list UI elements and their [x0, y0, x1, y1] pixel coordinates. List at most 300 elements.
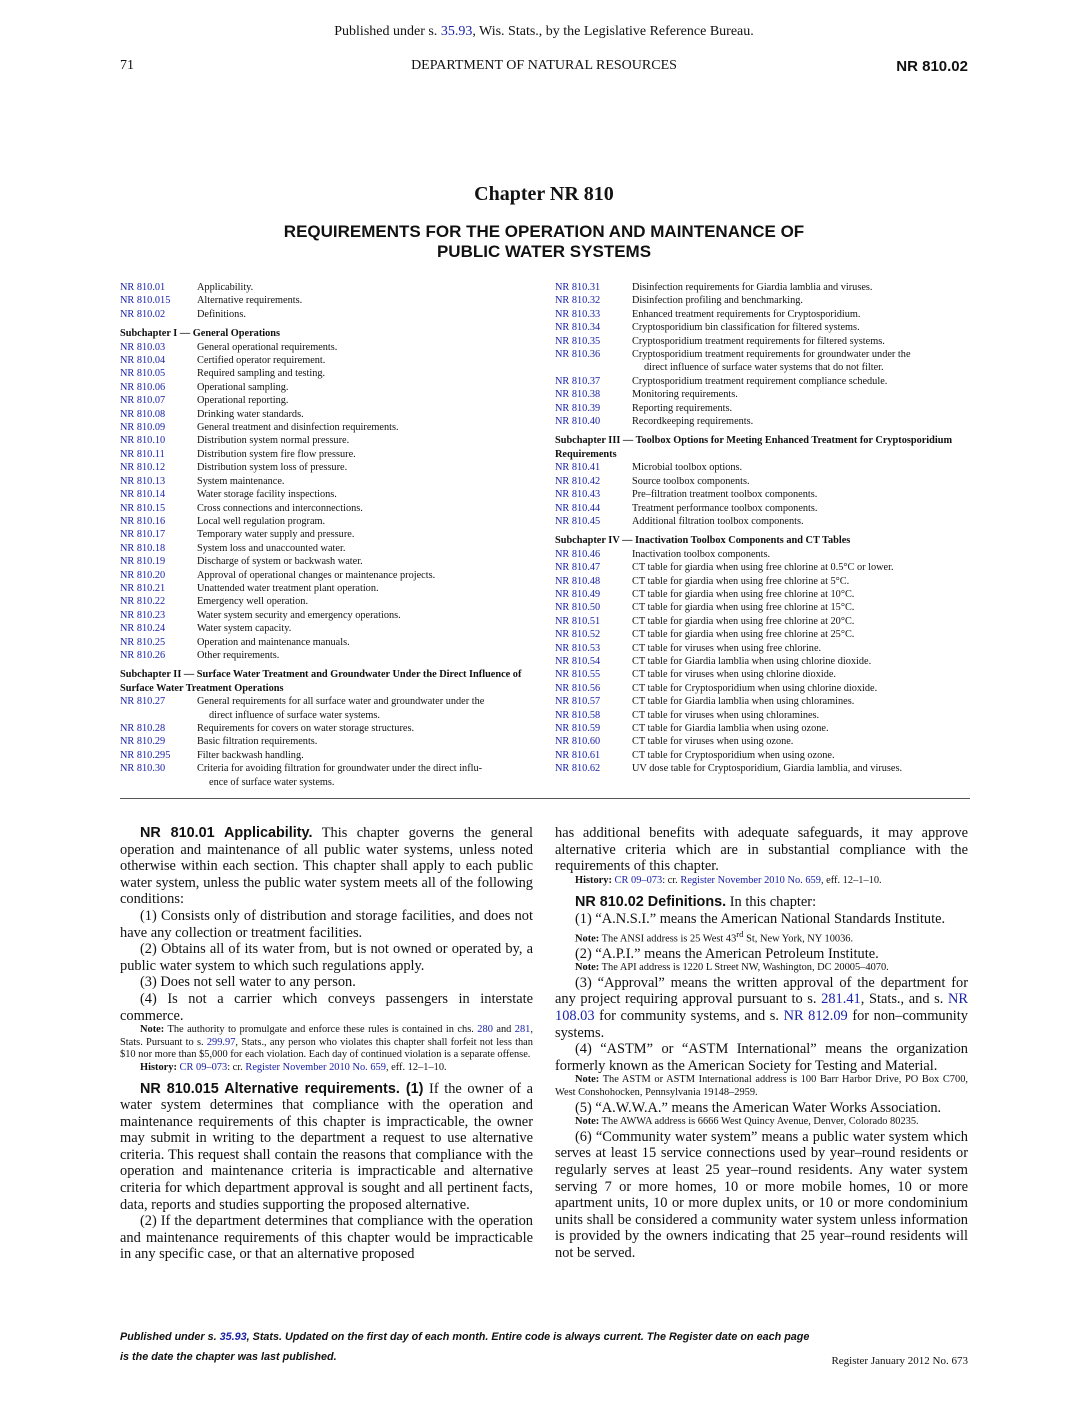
- toc-section-link[interactable]: NR 810.40: [555, 416, 601, 428]
- toc-section-title: [632, 722, 970, 735]
- toc-entry: [120, 502, 535, 515]
- footer-statute-link[interactable]: 35.93: [219, 1331, 247, 1343]
- toc-section-title: [632, 628, 970, 641]
- toc-title-line: Operational reporting.: [197, 395, 289, 407]
- toc-title-line: CT table for Giardia lamblia when using ozone.: [632, 723, 829, 734]
- history-label: History:: [575, 874, 612, 886]
- definition-text: for community systems, and s.: [599, 1008, 779, 1024]
- toc-section-title: [197, 367, 535, 380]
- toc-title-line: CT table for giardia when using free chlorine at 0.5°C or lower.: [632, 562, 894, 574]
- toc-section-title: [632, 348, 970, 375]
- toc-entry: [555, 668, 970, 681]
- toc-entry: [555, 709, 970, 722]
- toc-right-column: [555, 281, 970, 776]
- cr-link[interactable]: CR 09–073: [614, 874, 663, 886]
- toc-section-link[interactable]: NR 810.12: [120, 462, 166, 474]
- chapter-subtitle: [0, 222, 1088, 262]
- toc-entry: [120, 488, 535, 501]
- toc-section-title: [632, 475, 970, 488]
- toc-section-link[interactable]: NR 810.19: [120, 556, 166, 568]
- note: [555, 928, 968, 946]
- toc-section-title: [197, 735, 535, 748]
- toc-section-link[interactable]: NR 810.38: [555, 389, 601, 401]
- note: [120, 1024, 533, 1062]
- definition-1: (1) “A.N.S.I.” means the American National Standards Institute.: [575, 910, 946, 927]
- toc-section-title: [197, 502, 535, 515]
- toc-section-link[interactable]: NR 810.36: [555, 349, 601, 361]
- toc-section-title: [197, 569, 535, 582]
- toc-title-line: CT table for giardia when using free chlorine at 10°C.: [632, 588, 855, 600]
- toc-entry: [120, 722, 535, 735]
- toc-entry: [555, 722, 970, 735]
- section-heading: NR 810.015 Alternative requirements. (1): [140, 1080, 424, 1097]
- publication-text: Published under s.: [334, 24, 438, 39]
- toc-section-link[interactable]: NR 810.59: [555, 723, 601, 734]
- note-label: Note:: [140, 1024, 165, 1036]
- department-header: DEPARTMENT OF NATURAL RESOURCES: [411, 58, 677, 73]
- section-heading: NR 810.01 Applicability.: [140, 825, 313, 841]
- statute-281-41-link[interactable]: 281.41: [821, 991, 861, 1008]
- toc-entry: [555, 762, 970, 775]
- toc-title-line: Operational sampling.: [197, 381, 289, 393]
- toc-section-title: [197, 762, 535, 789]
- toc-title-line: Treatment performance toolbox components.: [632, 502, 818, 514]
- toc-entry: [120, 735, 535, 748]
- toc-section-title: [632, 642, 970, 655]
- toc-section-title: [197, 609, 535, 622]
- note-text: The authority to promulgate and enforce these rules is contained in chs.: [167, 1024, 474, 1036]
- nr-812-09-link[interactable]: NR 812.09: [783, 1008, 848, 1024]
- toc-entry: [555, 749, 970, 762]
- footer-text: Published under s.: [120, 1331, 217, 1343]
- history-label: History:: [140, 1061, 177, 1073]
- toc-section-link[interactable]: NR 810.45: [555, 515, 601, 527]
- toc-title-line: Pre–filtration treatment toolbox components.: [632, 489, 818, 501]
- toc-entry: [555, 515, 970, 528]
- publication-line: [0, 24, 1088, 40]
- toc-section-link[interactable]: NR 810.61: [555, 749, 601, 761]
- toc-title-line: CT table for viruses when using free chlorine.: [632, 642, 822, 654]
- toc-entry: [120, 528, 535, 541]
- toc-title-line: CT table for viruses when using chloramines.: [632, 709, 820, 721]
- toc-section-link[interactable]: NR 810.58: [555, 709, 601, 721]
- toc-title-line: UV dose table for Cryptosporidium, Giardia lamblia, and viruses.: [632, 763, 903, 775]
- toc-section-link[interactable]: NR 810.25: [120, 636, 166, 648]
- toc-entry: [120, 622, 535, 635]
- note-text: and: [496, 1024, 512, 1036]
- toc-title-line: Approval of operational changes or maintenance projects.: [197, 569, 436, 581]
- toc-section-title: [197, 622, 535, 635]
- toc-section-link[interactable]: NR 810.015: [120, 295, 171, 307]
- toc-title-line: Required sampling and testing.: [197, 368, 326, 380]
- toc-entry: [120, 475, 535, 488]
- toc-section-title: [632, 502, 970, 515]
- toc-entry: [120, 649, 535, 662]
- toc-section-title: [632, 601, 970, 614]
- toc-entry: [120, 294, 535, 307]
- toc-title-line: System loss and unaccounted water.: [197, 542, 346, 554]
- toc-title-line: CT table for Cryptosporidium when using chlorine dioxide.: [632, 682, 878, 694]
- toc-title-line: Cryptosporidium treatment requirement compliance schedule.: [632, 375, 888, 387]
- condition-1: (1) Consists only of distribution and storage facilities, and does not have any collection or treatment facilities.: [120, 907, 533, 941]
- toc-section-link[interactable]: NR 810.24: [120, 623, 166, 635]
- toc-section-link[interactable]: NR 810.04: [120, 355, 166, 367]
- toc-section-title: [197, 461, 535, 474]
- toc-title-line-continued: ence of surface water systems.: [209, 776, 335, 788]
- toc-section-link[interactable]: NR 810.21: [120, 582, 166, 594]
- note-label: Note:: [575, 1074, 600, 1086]
- toc-title-line: Disinfection profiling and benchmarking.: [632, 295, 803, 307]
- nr-108-03-link[interactable]: NR 108.03: [555, 991, 968, 1024]
- toc-entry: [120, 354, 535, 367]
- toc-title-line: Additional filtration toolbox components.: [632, 515, 804, 527]
- toc-section-title: [197, 294, 535, 307]
- toc-entry: [555, 294, 970, 307]
- note: [555, 962, 968, 975]
- toc-section-link[interactable]: NR 810.62: [555, 763, 601, 775]
- page-number: 71: [120, 58, 134, 73]
- toc-section-link[interactable]: NR 810.29: [120, 736, 166, 748]
- toc-section-link[interactable]: NR 810.43: [555, 489, 601, 501]
- note-text: The ANSI address is 25 West 43: [601, 933, 737, 945]
- toc-entry: [555, 548, 970, 561]
- toc-title-line: Recordkeeping requirements.: [632, 416, 754, 428]
- condition-2: (2) Obtains all of its water from, but is not owned or operated by, a public water system to which such regulations apply.: [120, 941, 533, 974]
- toc-entry: [120, 762, 535, 789]
- toc-title-line: Filter backwash handling.: [197, 749, 304, 761]
- chapter-280-link[interactable]: 280: [477, 1024, 493, 1036]
- toc-title-line: CT table for viruses when using ozone.: [632, 736, 794, 748]
- body-left-column: [120, 825, 533, 1263]
- toc-section-title: [197, 308, 535, 321]
- toc-section-title: [632, 415, 970, 428]
- toc-entry: [555, 588, 970, 601]
- chapter-title: Chapter NR 810: [474, 183, 614, 205]
- toc-section-link[interactable]: NR 810.22: [120, 596, 166, 608]
- toc-section-title: [197, 475, 535, 488]
- toc-title-line: Enhanced treatment requirements for Cryptosporidium.: [632, 308, 861, 320]
- toc-entry: [555, 488, 970, 501]
- history-note: [120, 1062, 533, 1075]
- condition-4: (4) Is not a carrier which conveys passengers in interstate commerce.: [120, 990, 533, 1024]
- toc-section-link[interactable]: NR 810.50: [555, 602, 601, 614]
- toc-section-link[interactable]: NR 810.20: [120, 569, 166, 581]
- toc-entry: [555, 642, 970, 655]
- toc-entry: [120, 421, 535, 434]
- section-text: If the owner of a water system determines that compliance with the operation and maintenance requirements of this chapter is impracticable, the owner may submit in writing to the department a request to use alternative criteria. This request shall contain the reasons that compliance with the operation and maintenance criteria is impracticable and alternative criteria for which department approval is sought and all pertinent facts, data, reports and studies supporting the proposed alternative.: [120, 1080, 533, 1213]
- definition-text: , Stats., and s.: [860, 991, 944, 1008]
- toc-title-line: Distribution system fire flow pressure.: [197, 448, 356, 460]
- toc-section-link[interactable]: NR 810.46: [555, 548, 601, 560]
- toc-title-line-continued: direct influence of surface water systems.: [209, 709, 380, 721]
- toc-section-link[interactable]: NR 810.44: [555, 502, 601, 514]
- definition-2: (2) “A.P.I.” means the American Petroleum Institute.: [575, 945, 879, 962]
- section-text: In this chapter:: [729, 894, 817, 911]
- toc-section-link[interactable]: NR 810.02: [120, 308, 166, 320]
- toc-section-link[interactable]: NR 810.55: [555, 669, 601, 681]
- toc-section-link[interactable]: NR 810.06: [120, 381, 166, 393]
- toc-title-line: CT table for giardia when using free chlorine at 15°C.: [632, 602, 855, 614]
- toc-section-title: [632, 735, 970, 748]
- toc-entry: [555, 601, 970, 614]
- history-note: [555, 875, 968, 888]
- toc-section-title: [197, 421, 535, 434]
- toc-section-link[interactable]: NR 810.37: [555, 375, 601, 387]
- toc-section-link[interactable]: NR 810.01: [120, 282, 166, 293]
- toc-section-link[interactable]: NR 810.295: [120, 749, 171, 761]
- toc-entry: [555, 628, 970, 641]
- toc-entry: [555, 475, 970, 488]
- toc-section-title: [632, 561, 970, 574]
- toc-title-line: CT table for Giardia lamblia when using chloramines.: [632, 696, 855, 708]
- toc-section-title: [197, 649, 535, 662]
- toc-left-column: [120, 281, 535, 789]
- toc-title-line: CT table for viruses when using chlorine dioxide.: [632, 669, 836, 681]
- toc-section-title: [632, 762, 970, 775]
- toc-section-title: [197, 582, 535, 595]
- chapter-281-link[interactable]: 281: [514, 1024, 531, 1036]
- toc-title-line-continued: direct influence of surface water systems that do not filter.: [644, 362, 884, 374]
- toc-title-line: Definitions.: [197, 308, 246, 320]
- toc-section-link[interactable]: NR 810.48: [555, 575, 601, 587]
- toc-entry: [120, 636, 535, 649]
- toc-section-link[interactable]: NR 810.16: [120, 515, 166, 527]
- toc-entry: [555, 615, 970, 628]
- toc-entry: [120, 448, 535, 461]
- toc-title-line: System maintenance.: [197, 475, 285, 487]
- definition-5: (5) “A.W.W.A.” means the American Water Works Association.: [575, 1099, 942, 1116]
- note-superscript: rd: [736, 928, 744, 939]
- toc-title-line: Requirements for covers on water storage structures.: [197, 723, 415, 734]
- toc-entry: [120, 434, 535, 447]
- toc-title-line: Water system capacity.: [197, 623, 292, 635]
- footer-text: , Stats. Updated on the first day of each month. Entire code is always current. The Register date on each page: [246, 1331, 810, 1343]
- toc-subchapter-heading: Subchapter IV — Inactivation Toolbox Components and CT Tables: [555, 535, 851, 547]
- toc-entry: [555, 348, 970, 375]
- note-text: , Stats. Pursuant to s.: [120, 1024, 533, 1048]
- toc-title-line: CT table for giardia when using free chlorine at 20°C.: [632, 615, 855, 627]
- register-date: Register January 2012 No. 673: [831, 1355, 968, 1367]
- toc-entry: [120, 749, 535, 762]
- toc-section-title: [632, 682, 970, 695]
- toc-section-title: [197, 394, 535, 407]
- toc-section-link[interactable]: NR 810.31: [555, 282, 601, 293]
- note-text: The API address is 1220 L Street NW, Washington, DC 20005–4070.: [601, 962, 889, 974]
- toc-section-title: [632, 294, 970, 307]
- toc-entry: [555, 335, 970, 348]
- toc-section-link[interactable]: NR 810.35: [555, 335, 601, 347]
- toc-section-link[interactable]: NR 810.32: [555, 295, 601, 307]
- toc-entry: [120, 341, 535, 354]
- toc-section-title: [197, 354, 535, 367]
- toc-entry: [120, 555, 535, 568]
- definition-text: for non–community systems.: [555, 1008, 969, 1041]
- cr-link[interactable]: CR 09–073: [179, 1061, 228, 1073]
- toc-section-title: [632, 375, 970, 388]
- toc-section-title: [632, 461, 970, 474]
- section-810-015: [120, 1081, 533, 1214]
- toc-section-link[interactable]: NR 810.27: [120, 696, 166, 708]
- toc-entry: [555, 682, 970, 695]
- toc-section-link[interactable]: NR 810.03: [120, 341, 166, 353]
- toc-section-title: [197, 595, 535, 608]
- toc-entry: [555, 655, 970, 668]
- toc-section-link[interactable]: NR 810.33: [555, 308, 601, 320]
- definition-6: (6) “Community water system” means a public water system which serves at least 15 service connections used by year–round residents or regularly serves at least 25 year–round residents. Any water system serving 7 or more homes, 10 or more mobile homes, 10 or more apartment units, 10 or more duplex units, or 10 or more condominium units shall be considered a community water system unless information is provided by the owners indicating that 25 year–round residents will not be served.: [555, 1128, 968, 1261]
- toc-section-link[interactable]: NR 810.30: [120, 763, 166, 775]
- footer-line-2: is the date the chapter was last published.: [120, 1351, 337, 1363]
- toc-section-title: [632, 668, 970, 681]
- history-text: : cr.: [662, 874, 678, 886]
- toc-section-link[interactable]: NR 810.49: [555, 588, 601, 600]
- toc-section-link[interactable]: NR 810.52: [555, 629, 601, 641]
- toc-section-title: [632, 709, 970, 722]
- toc-section-title: [197, 488, 535, 501]
- toc-title-line: Operation and maintenance manuals.: [197, 636, 350, 648]
- toc-section-link[interactable]: NR 810.09: [120, 422, 166, 434]
- continued-text: has additional benefits with adequate safeguards, it may approve alternative criteria which are in substantial compliance with the requirements of this chapter.: [555, 825, 968, 875]
- toc-section-title: [197, 722, 535, 735]
- toc-section-title: [632, 335, 970, 348]
- toc-section-link[interactable]: NR 810.28: [120, 723, 166, 734]
- section-heading: NR 810.02 Definitions.: [575, 894, 727, 911]
- toc-section-link[interactable]: NR 810.34: [555, 322, 601, 334]
- toc-section-link[interactable]: NR 810.10: [120, 435, 166, 447]
- toc-entry: [555, 695, 970, 708]
- toc-entry: [555, 561, 970, 574]
- toc-section-link[interactable]: NR 810.47: [555, 562, 601, 574]
- toc-title-line: Microbial toolbox options.: [632, 462, 743, 474]
- toc-section-title: [632, 588, 970, 601]
- toc-section-title: [632, 388, 970, 401]
- publication-text-end: , Wis. Stats., by the Legislative Reference Bureau.: [472, 24, 754, 39]
- note-label: Note:: [575, 933, 600, 945]
- toc-title-line: General operational requirements.: [197, 341, 338, 353]
- toc-section-link[interactable]: NR 810.05: [120, 368, 166, 380]
- toc-section-title: [197, 434, 535, 447]
- toc-entry: [555, 375, 970, 388]
- toc-title-line: CT table for giardia when using free chlorine at 25°C.: [632, 629, 855, 641]
- toc-subchapter-heading: Subchapter III — Toolbox Options for Meeting Enhanced Treatment for Cryptosporidium Requirements: [555, 435, 953, 460]
- toc-section-title: [632, 615, 970, 628]
- note-text: The ASTM or ASTM International address is 100 Barr Harbor Drive, PO Box C700, West Conshohocken, Pennsylvania 19148–2959.: [555, 1074, 968, 1098]
- toc-section-link[interactable]: NR 810.26: [120, 649, 166, 661]
- section-text: This chapter governs the general operation and maintenance of all public water systems, unless noted otherwise within each section. This chapter shall apply to each public water system, unless the public water system meets all of the following conditions:: [120, 825, 534, 908]
- toc-title-line: CT table for Cryptosporidium when using ozone.: [632, 749, 835, 761]
- chapter-subtitle-line-2: PUBLIC WATER SYSTEMS: [436, 242, 652, 261]
- toc-section-link[interactable]: NR 810.15: [120, 502, 166, 514]
- toc-title-line: Cross connections and interconnections.: [197, 502, 363, 514]
- note-text: The AWWA address is 6666 West Quincy Avenue, Denver, Colorado 80235.: [601, 1116, 919, 1128]
- toc-title-line: Cryptosporidium treatment requirements for groundwater under the: [632, 349, 911, 361]
- toc-entry: [120, 381, 535, 394]
- note: [555, 1116, 968, 1129]
- toc-entry: [555, 308, 970, 321]
- toc-section-title: [197, 555, 535, 568]
- toc-title-line: Distribution system loss of pressure.: [197, 462, 348, 474]
- section-paragraph-2: (2) If the department determines that compliance with the operation and maintenance requirements of this chapter would be impracticable in any specific case, or that an alternative proposed: [120, 1213, 533, 1263]
- toc-title-line: Emergency well operation.: [197, 596, 309, 608]
- toc-entry: [555, 735, 970, 748]
- toc-section-link[interactable]: NR 810.51: [555, 615, 601, 627]
- definition-text: (3) “Approval” means the written approval of the department for any project requiring approval pursuant to s.: [555, 974, 968, 1008]
- toc-title-line: Water storage facility inspections.: [197, 489, 337, 501]
- toc-entry: [555, 321, 970, 334]
- section-code-header: NR 810.02: [896, 58, 968, 75]
- register-link[interactable]: Register November 2010 No. 659: [245, 1061, 386, 1073]
- toc-title-line: Alternative requirements.: [197, 295, 303, 307]
- toc-section-link[interactable]: NR 810.53: [555, 642, 601, 654]
- toc-entry: [555, 402, 970, 415]
- toc-title-line: Applicability.: [197, 282, 254, 293]
- toc-section-title: [632, 655, 970, 668]
- note: [555, 1074, 968, 1099]
- footer-line-1: [120, 1327, 970, 1347]
- toc-section-link[interactable]: NR 810.08: [120, 408, 166, 420]
- toc-entry: [120, 569, 535, 582]
- toc-section-link[interactable]: NR 810.07: [120, 395, 166, 407]
- toc-section-link[interactable]: NR 810.11: [120, 448, 165, 460]
- toc-section-title: [632, 488, 970, 501]
- toc-section-link[interactable]: NR 810.41: [555, 462, 601, 474]
- toc-section-link[interactable]: NR 810.42: [555, 475, 601, 487]
- register-link[interactable]: Register November 2010 No. 659: [680, 874, 821, 886]
- toc-section-link[interactable]: NR 810.14: [120, 489, 166, 501]
- body-right-column: [555, 825, 968, 1262]
- toc-title-line: CT table for giardia when using free chlorine at 5°C.: [632, 575, 850, 587]
- toc-section-link[interactable]: NR 810.13: [120, 475, 166, 487]
- toc-section-title: [197, 636, 535, 649]
- toc-subchapter-heading: Subchapter I — General Operations: [120, 328, 280, 340]
- toc-entry: [120, 515, 535, 528]
- toc-title-line: Disinfection requirements for Giardia lamblia and viruses.: [632, 282, 873, 293]
- toc-title-line: Water system security and emergency operations.: [197, 609, 401, 621]
- toc-section-link[interactable]: NR 810.56: [555, 682, 601, 694]
- toc-section-link[interactable]: NR 810.18: [120, 542, 166, 554]
- toc-title-line: Drinking water standards.: [197, 408, 304, 420]
- toc-section-link[interactable]: NR 810.54: [555, 655, 601, 667]
- toc-title-line: Unattended water treatment plant operation.: [197, 582, 379, 594]
- condition-3: (3) Does not sell water to any person.: [140, 974, 356, 991]
- toc-title-line: Inactivation toolbox components.: [632, 548, 771, 560]
- toc-subchapter-heading: Subchapter II — Surface Water Treatment and Groundwater Under the Direct Influence of Surface Water Treatment Operations: [120, 669, 522, 694]
- toc-section-link[interactable]: NR 810.23: [120, 609, 166, 621]
- toc-section-link[interactable]: NR 810.57: [555, 696, 601, 708]
- toc-title-line: General requirements for all surface water and groundwater under the: [197, 696, 485, 708]
- toc-section-link[interactable]: NR 810.17: [120, 529, 166, 541]
- toc-title-line: Certified operator requirement.: [197, 355, 326, 367]
- toc-entry: [555, 502, 970, 515]
- definition-3: [555, 975, 968, 1041]
- note-text: , Stats., any person who violates this chapter shall forfeit not less than $10 nor more than $5,000 for each violation. Each day of continued violation is a separate offense.: [120, 1036, 533, 1061]
- toc-section-title: [197, 408, 535, 421]
- divider: [120, 798, 970, 799]
- toc-section-link[interactable]: NR 810.39: [555, 402, 601, 414]
- chapter-subtitle-line-1: REQUIREMENTS FOR THE OPERATION AND MAINTENANCE OF: [283, 222, 805, 241]
- toc-section-link[interactable]: NR 810.60: [555, 736, 601, 748]
- note-text: St, New York, NY 10036.: [743, 933, 854, 945]
- statute-link[interactable]: 35.93: [440, 24, 473, 39]
- toc-entry: [120, 461, 535, 474]
- toc-title-line: Discharge of system or backwash water.: [197, 556, 363, 568]
- toc-entry: [555, 388, 970, 401]
- toc-title-line: Distribution system normal pressure.: [197, 435, 350, 447]
- statute-299-97-link[interactable]: 299.97: [206, 1036, 236, 1048]
- toc-entry: [555, 575, 970, 588]
- history-text: , eff. 12–1–10.: [820, 874, 882, 886]
- toc-section-title: [197, 448, 535, 461]
- history-text: : cr.: [227, 1061, 243, 1073]
